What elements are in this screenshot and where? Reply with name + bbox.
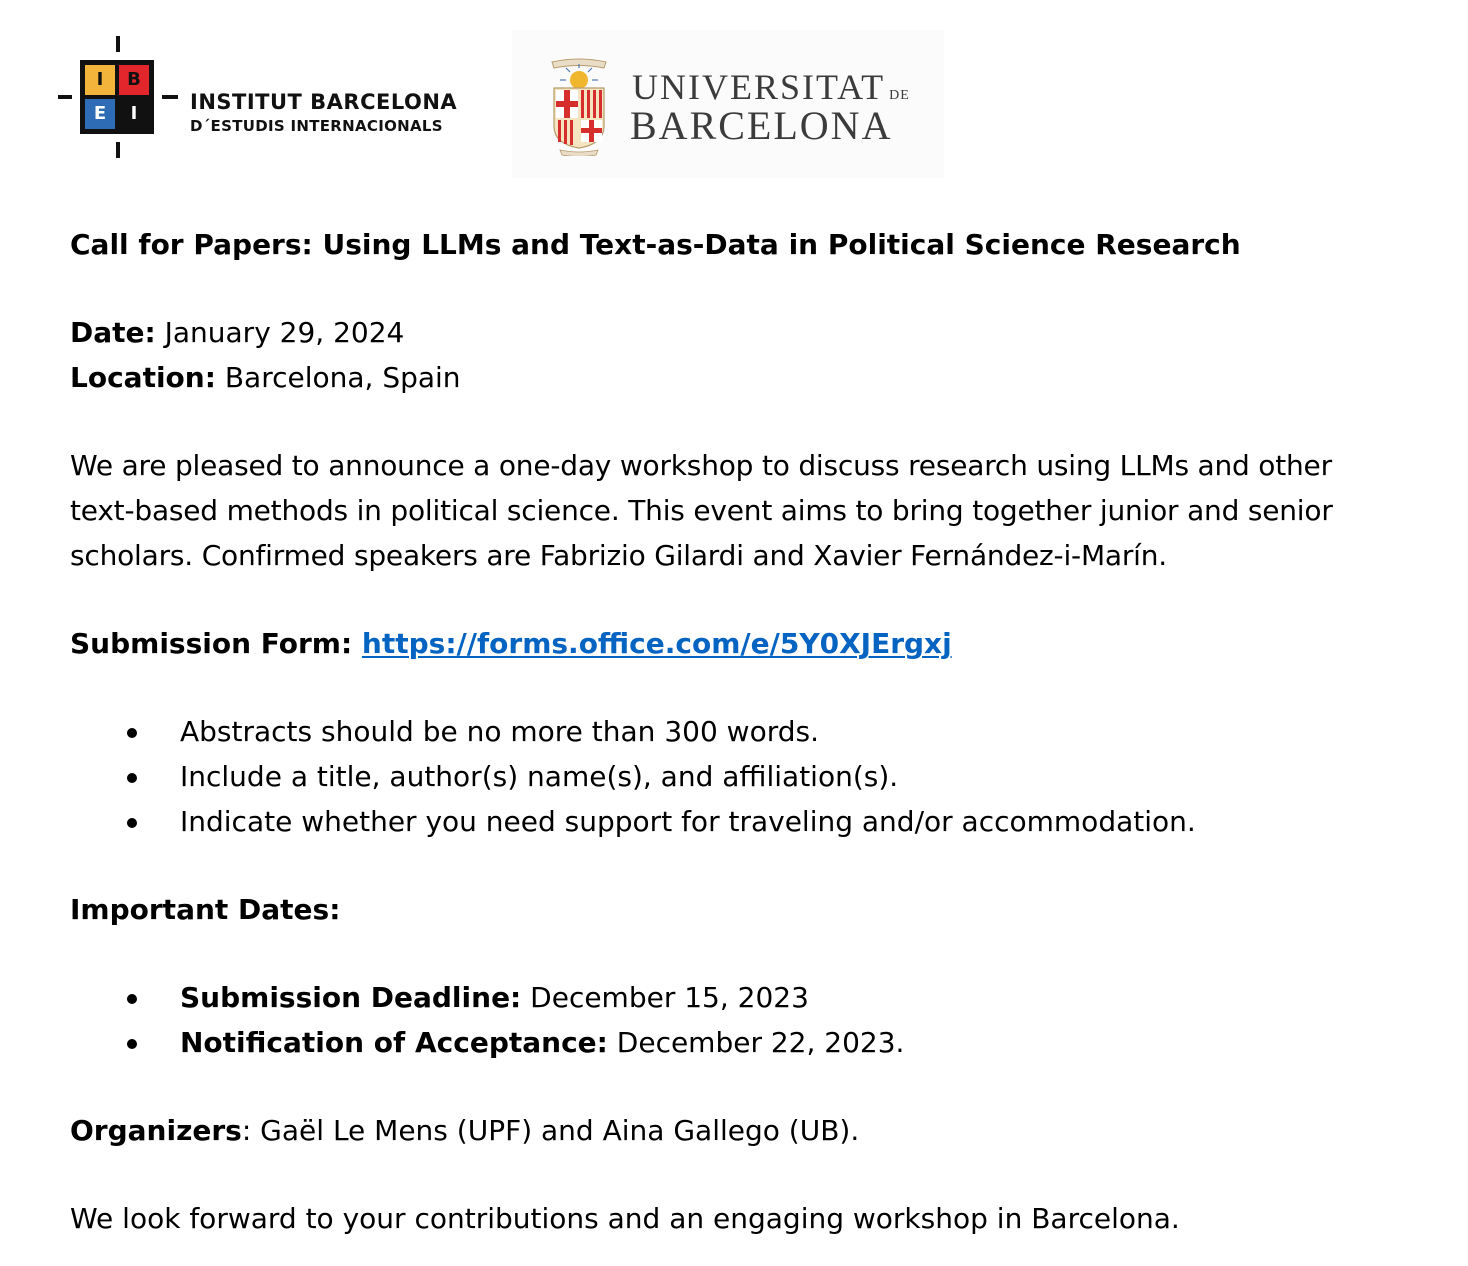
ibei-subname: D´ESTUDIS INTERNACIONALS (190, 117, 443, 135)
ibei-letter-i2: I (119, 99, 149, 129)
ibei-letter-i: I (85, 65, 115, 95)
intro-line-3: scholars. Confirmed speakers are Fabrizio Gilardi and Xavier Fernández-i-Marín. (70, 539, 1167, 572)
intro-line-1: We are pleased to announce a one-day workshop to discuss research using LLMs and other (70, 449, 1332, 482)
submission-deadline-value: December 15, 2023 (521, 981, 809, 1014)
requirement-text: Abstracts should be no more than 300 words. (180, 715, 819, 748)
list-item (70, 709, 1450, 754)
requirement-text: Include a title, author(s) name(s), and affiliation(s). (180, 760, 899, 793)
notification-value: December 22, 2023. (607, 1026, 905, 1059)
ibei-name: INSTITUT BARCELONA (190, 90, 458, 114)
list-item (70, 754, 1450, 799)
location-label: Location: (70, 361, 216, 394)
list-item (70, 799, 1450, 844)
date-label: Date: (70, 316, 156, 349)
ub-name-de: DE (889, 88, 910, 103)
closing-line: We look forward to your contributions and an engaging workshop in Barcelona. (70, 1202, 1180, 1235)
submission-deadline-label: Submission Deadline: (180, 981, 522, 1014)
requirement-text: Indicate whether you need support for traveling and/or accommodation. (180, 805, 1196, 838)
submission-form-label: Submission Form: (70, 627, 362, 660)
ibei-logo-mark (58, 36, 178, 158)
bullet-icon (127, 818, 137, 828)
organizers-value: : Gaël Le Mens (UPF) and Aina Gallego (UB). (241, 1114, 860, 1147)
ub-name-line2: BARCELONA (630, 103, 893, 148)
bullet-icon (127, 728, 137, 738)
ub-logo (512, 30, 944, 178)
date-value: January 29, 2024 (155, 316, 405, 349)
ibei-logo (58, 36, 498, 158)
bullet-icon (127, 773, 137, 783)
important-dates-list (70, 975, 1450, 1065)
ub-name-universitat: UNIVERSITAT (632, 67, 886, 107)
bullet-icon (127, 994, 137, 1004)
document-title: Call for Papers: Using LLMs and Text-as-Data in Political Science Research (70, 228, 1241, 261)
list-item (70, 1020, 1450, 1065)
document-body (70, 222, 1450, 1241)
ibei-letter-e: E (85, 99, 115, 129)
location-value: Barcelona, Spain (215, 361, 461, 394)
important-dates-heading: Important Dates: (70, 893, 341, 926)
location-line (70, 355, 1450, 400)
list-item (70, 975, 1450, 1020)
organizers-label: Organizers (70, 1114, 242, 1147)
ub-shield-icon (546, 56, 612, 156)
submission-form-link[interactable]: https://forms.office.com/e/5Y0XJErgxj (361, 627, 952, 660)
ibei-letter-b: B (119, 65, 149, 95)
date-line (70, 310, 1450, 355)
bullet-icon (127, 1039, 137, 1049)
requirements-list (70, 709, 1450, 844)
intro-line-2: text-based methods in political science. This event aims to bring together junior and senior (70, 494, 1333, 527)
submission-form-line (70, 621, 1450, 666)
organizers-line (70, 1108, 1450, 1153)
notification-label: Notification of Acceptance: (180, 1026, 608, 1059)
